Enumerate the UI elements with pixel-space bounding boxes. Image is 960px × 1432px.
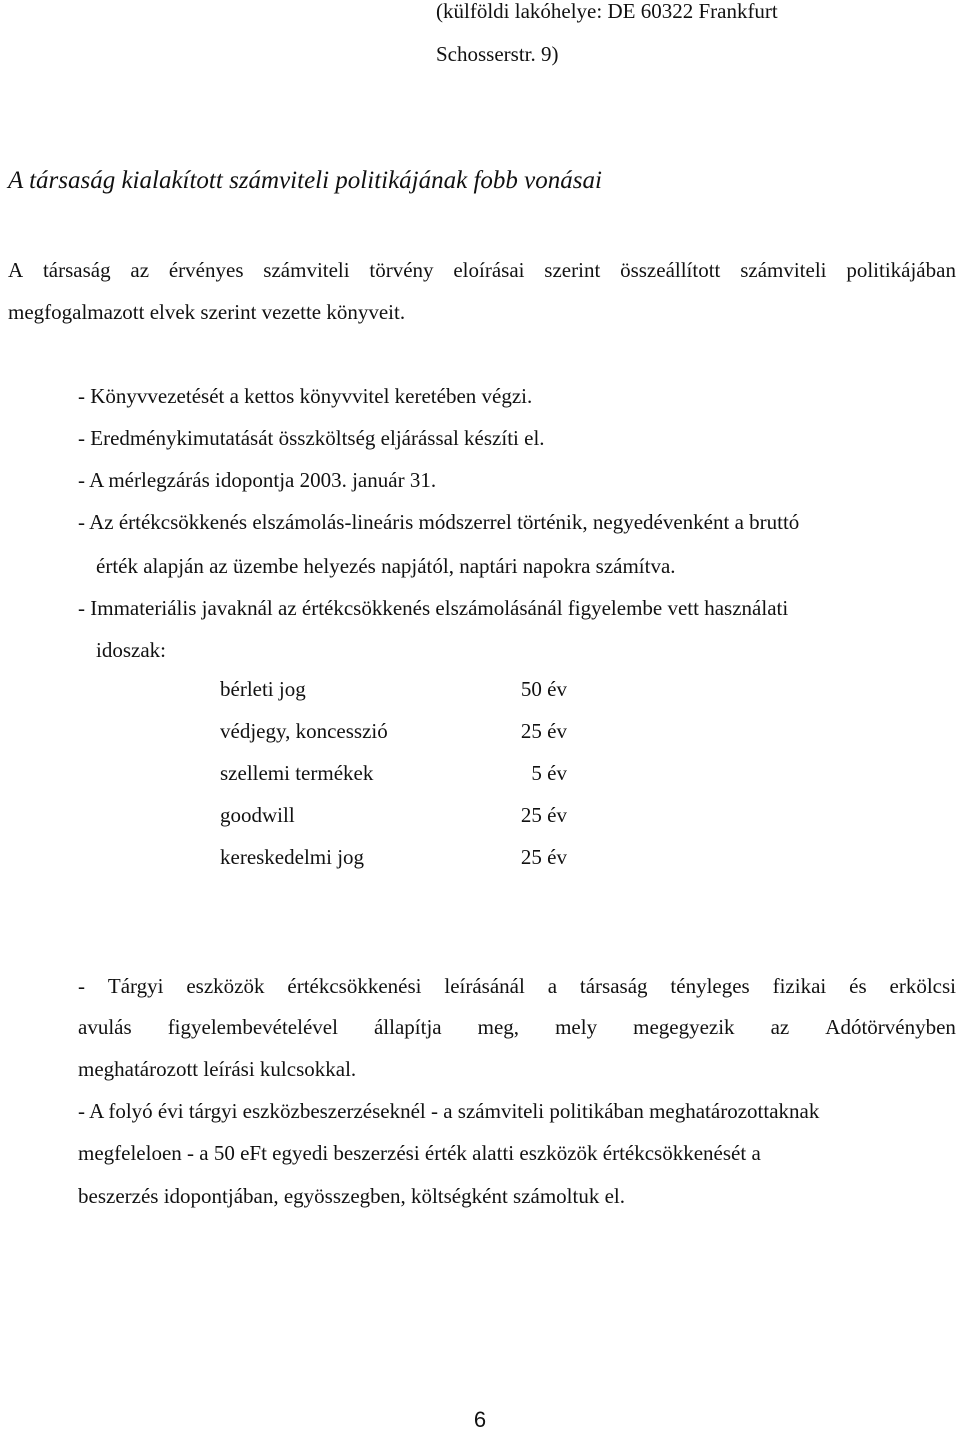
tangible-word: értékcsökkenési: [287, 974, 422, 998]
tangible-word: az: [770, 1015, 790, 1039]
intro-word: A: [8, 258, 24, 282]
useful-life-value: 25 év: [520, 803, 567, 827]
address-line-2: Schosserstr. 9): [436, 42, 559, 66]
bullet-depreciation-line-2: érték alapján az üzembe helyezés napjától, naptári napokra számítva.: [96, 554, 676, 578]
useful-life-row: [220, 803, 580, 845]
intro-word: társaság: [42, 258, 111, 282]
tangible-word: meg,: [477, 1015, 520, 1039]
asset-type: bérleti jog: [220, 677, 306, 701]
tangible-word: a: [547, 974, 558, 998]
tangible-word: -: [78, 974, 85, 998]
bullet-intangibles-line-2: idoszak:: [96, 638, 166, 662]
useful-life-value: 5 év: [531, 761, 567, 785]
tangible-word: megegyezik: [633, 1015, 735, 1039]
tangible-assets-line-1: [78, 974, 956, 998]
intro-word: eloírásai: [453, 258, 525, 282]
intro-word: törvény: [369, 258, 434, 282]
intro-paragraph-line-2: megfogalmazott elvek szerint vezette könyveit.: [8, 300, 406, 324]
purchases-line-2: megfeleloen - a 50 eFt egyedi beszerzési érték alatti eszközök értékcsökkenését a: [78, 1141, 761, 1165]
useful-life-value: 50 év: [520, 677, 567, 701]
tangible-word: társaság: [579, 974, 648, 998]
tangible-word: Tárgyi: [107, 974, 164, 998]
tangible-word: mely: [555, 1015, 598, 1039]
useful-life-row: [220, 761, 580, 803]
useful-life-row: [220, 845, 580, 887]
intro-word: az: [130, 258, 150, 282]
asset-type: szellemi termékek: [220, 761, 374, 785]
purchases-line-3: beszerzés idopontjában, egyösszegben, költségként számoltuk el.: [78, 1184, 626, 1208]
intro-paragraph-line-1: [8, 258, 956, 282]
address-line-1: (külföldi lakóhelye: DE 60322 Frankfurt: [436, 0, 778, 23]
tangible-assets-line-2: [78, 1015, 956, 1039]
tangible-word: leírásánál: [444, 974, 525, 998]
bullet-intangibles-line-1: - Immateriális javaknál az értékcsökkenés elszámolásánál figyelembe vett használati: [78, 596, 789, 620]
bullet-income-statement: - Eredménykimutatását összköltség eljárással készíti el.: [78, 426, 545, 450]
intro-word: szerint: [544, 258, 601, 282]
useful-life-value: 25 év: [520, 845, 567, 869]
purchases-line-1: - A folyó évi tárgyi eszközbeszerzéseknél - a számviteli politikában meghatározottaknak: [78, 1099, 820, 1123]
useful-life-row: [220, 719, 580, 761]
intro-word: számviteli: [740, 258, 827, 282]
tangible-word: állapítja: [373, 1015, 442, 1039]
tangible-word: Adótörvényben: [825, 1015, 956, 1039]
asset-type: védjegy, koncesszió: [220, 719, 388, 743]
tangible-word: erkölcsi: [889, 974, 956, 998]
useful-life-row: [220, 677, 580, 719]
intro-word: érvényes: [168, 258, 244, 282]
intro-word: politikájában: [846, 258, 956, 282]
intro-word: számviteli: [263, 258, 350, 282]
tangible-word: eszközök: [186, 974, 265, 998]
bullet-balance-date: - A mérlegzárás idopontja 2003. január 31.: [78, 468, 437, 492]
tangible-word: fizikai: [772, 974, 827, 998]
section-title: A társaság kialakított számviteli politikájának fobb vonásai: [8, 167, 602, 194]
bullet-depreciation-line-1: - Az értékcsökkenés elszámolás-lineáris módszerrel történik, negyedévenként a bruttó: [78, 510, 800, 534]
useful-life-table: [220, 677, 580, 887]
tangible-word: avulás: [78, 1015, 132, 1039]
tangible-word: figyelembevételével: [167, 1015, 338, 1039]
useful-life-value: 25 év: [520, 719, 567, 743]
page-number: 6: [473, 1407, 487, 1432]
tangible-word: és: [849, 974, 867, 998]
bullet-bookkeeping: - Könyvvezetését a kettos könyvvitel keretében végzi.: [78, 384, 533, 408]
tangible-assets-line-3: meghatározott leírási kulcsokkal.: [78, 1057, 357, 1081]
intro-word: összeállított: [620, 258, 721, 282]
asset-type: kereskedelmi jog: [220, 845, 365, 869]
tangible-word: tényleges: [670, 974, 750, 998]
asset-type: goodwill: [220, 803, 295, 827]
